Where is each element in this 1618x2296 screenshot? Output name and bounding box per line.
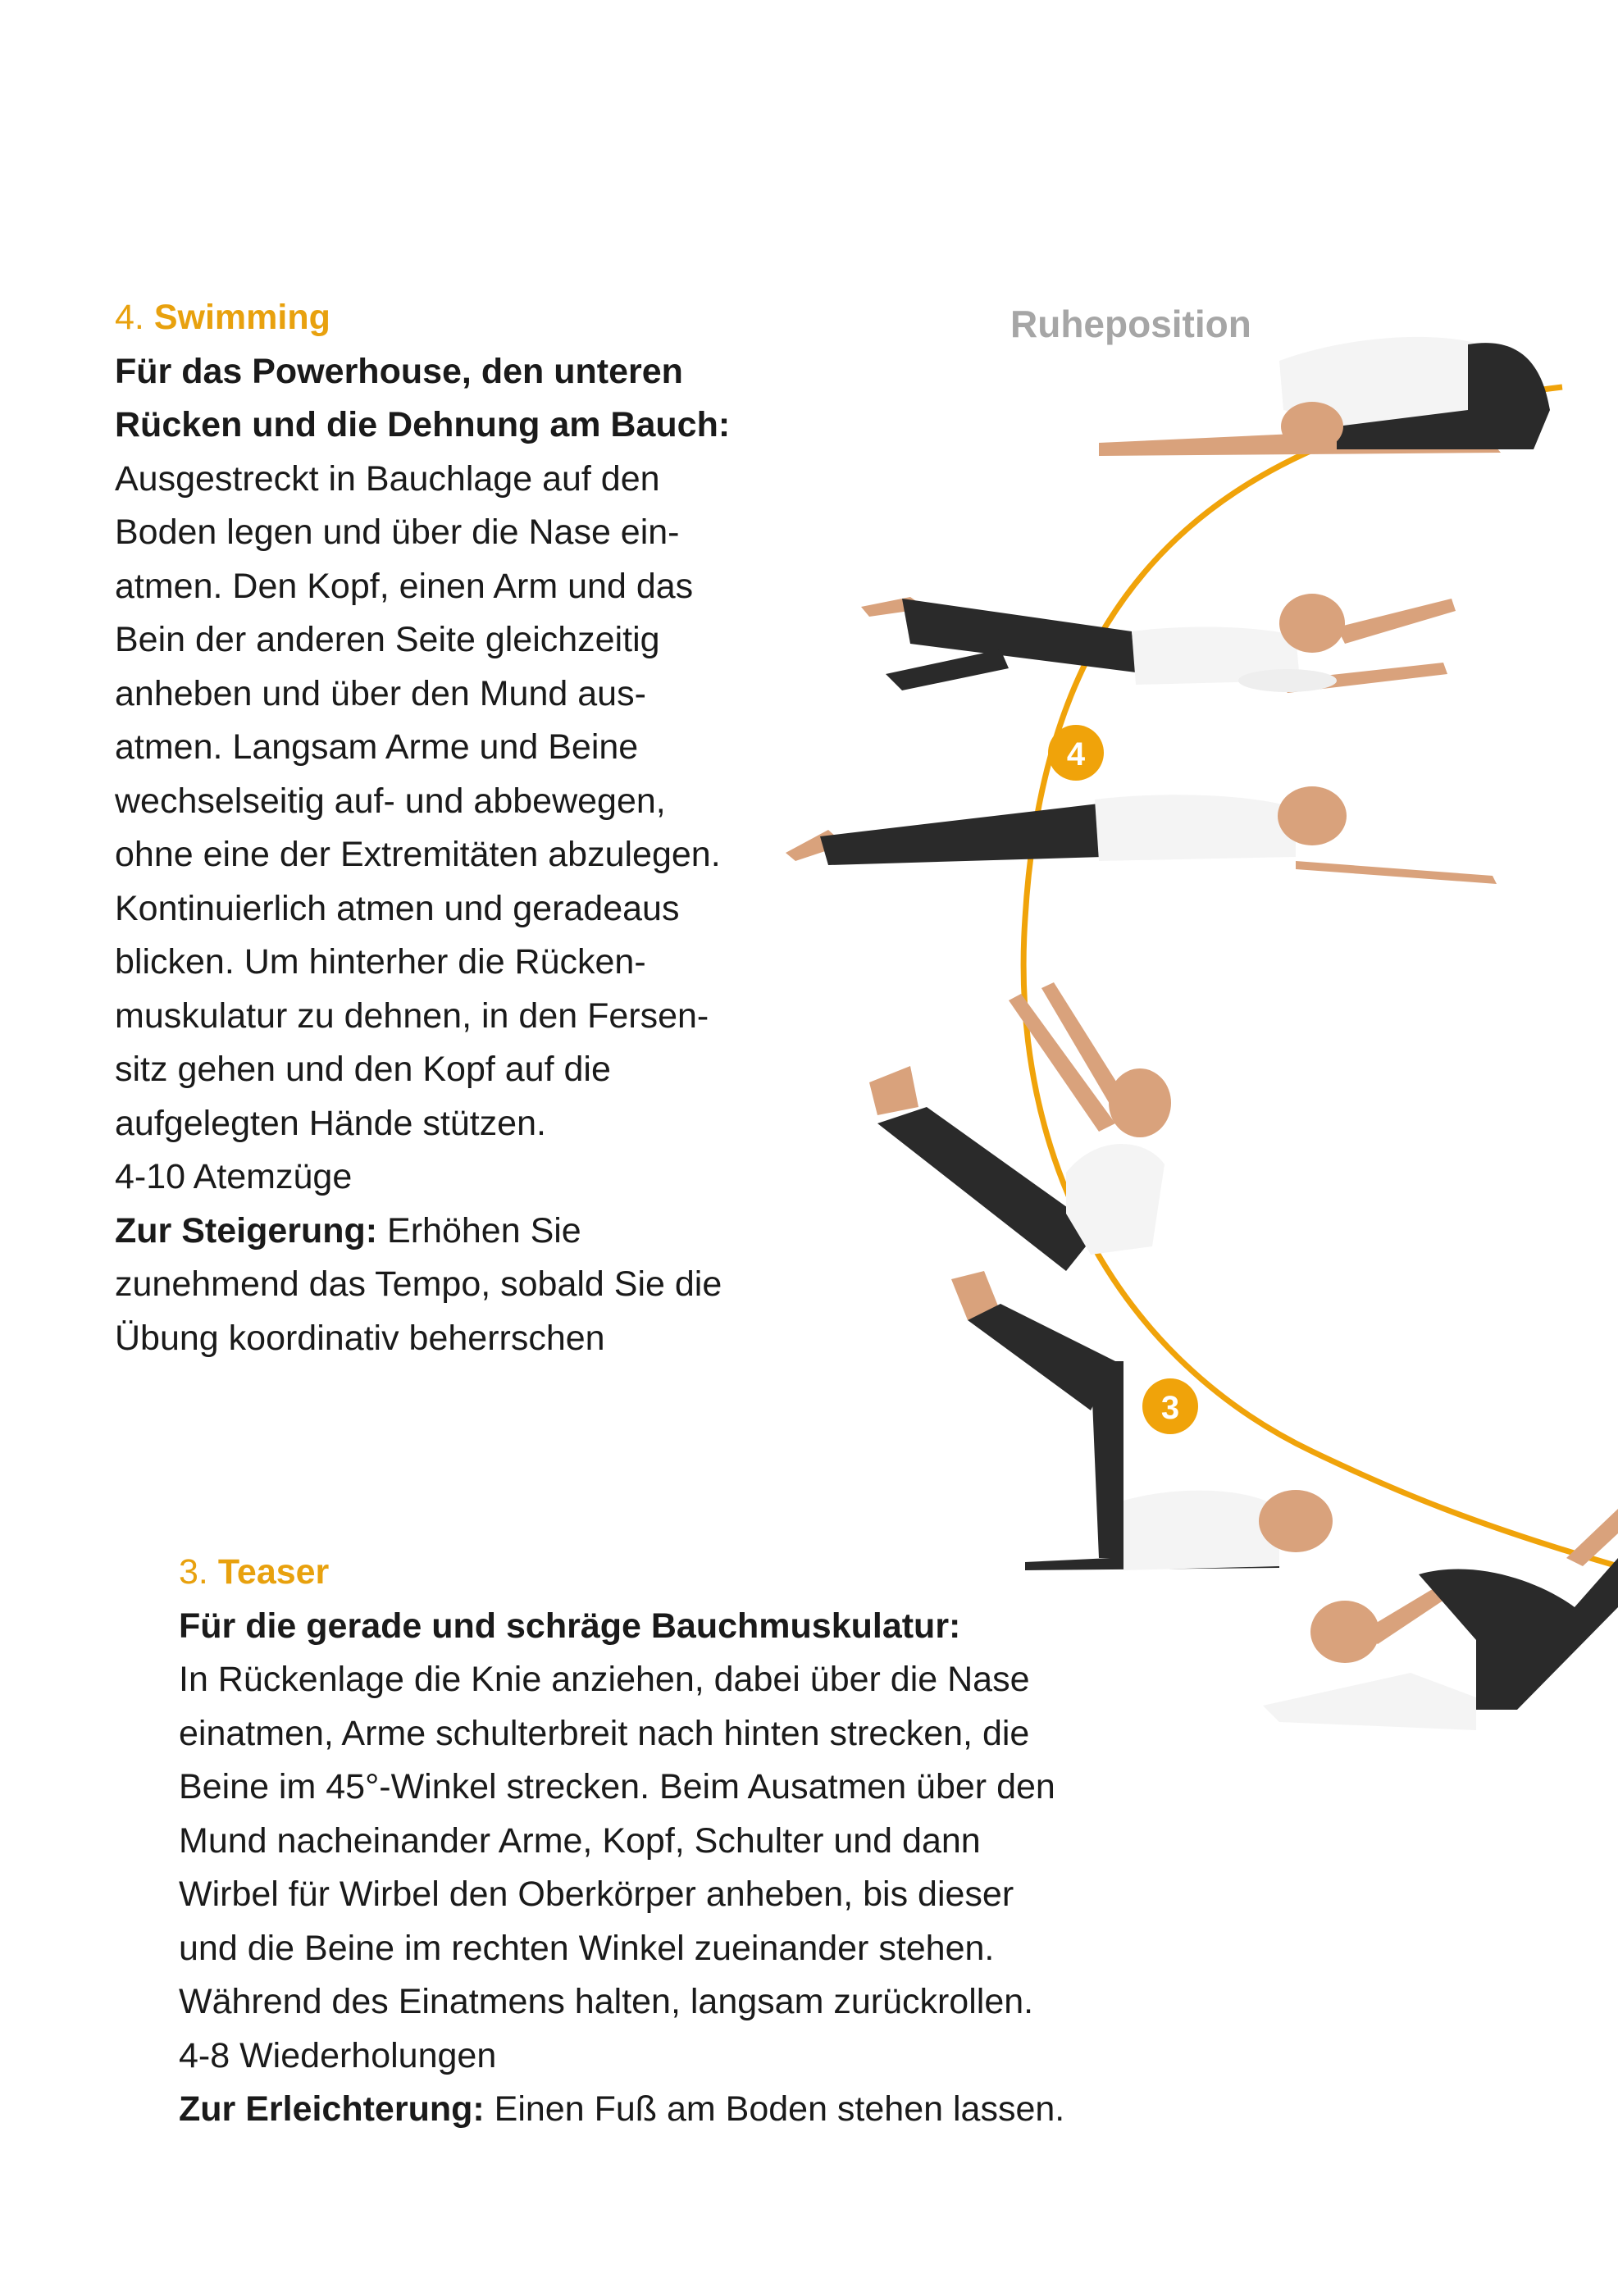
teaser-body-line: Beine im 45°-Winkel strecken. Beim Ausatmen über den (179, 1767, 1055, 1806)
swimming-body-line: Bein der anderen Seite gleichzeitig (115, 620, 660, 659)
swimming-body-line: aufgelegten Hände stützen. (115, 1103, 546, 1143)
teaser-number: 3. (179, 1552, 208, 1592)
teaser-body-line: In Rückenlage die Knie anziehen, dabei über die Nase (179, 1660, 1030, 1699)
swimming-flat-figure (786, 786, 1497, 884)
teaser-up-figure (869, 982, 1171, 1271)
swimming-body-line: Boden legen und über die Nase ein- (115, 512, 680, 552)
step-badge-4 (1048, 725, 1104, 781)
teaser-title: Teaser (217, 1552, 330, 1592)
swimming-number: 4. (115, 298, 144, 337)
swimming-tip-line: zunehmend das Tempo, sobald Sie die (115, 1264, 722, 1304)
rest-pose-figure (1099, 337, 1550, 456)
swimming-body-line: muskulatur zu dehnen, in den Fersen- (115, 995, 709, 1036)
svg-text:3: 3 (1160, 1390, 1180, 1426)
teaser-body-line: Mund nacheinander Arme, Kopf, Schulter und dann (179, 1820, 981, 1861)
swimming-repetitions: 4-10 Atemzüge (115, 1157, 353, 1196)
swimming-body-line: Ausgestreckt in Bauchlage auf den (115, 458, 660, 499)
swimming-body-line: sitz gehen und den Kopf auf die (115, 1050, 611, 1089)
svg-text:4: 4 (1066, 736, 1086, 772)
swimming-section (115, 291, 853, 1365)
teaser-body-line: einatmen, Arme schulterbreit nach hinten strecken, die (179, 1713, 1030, 1753)
teaser-tip-text: Einen Fuß am Boden stehen lassen. (484, 2089, 1065, 2129)
swimming-title: Swimming (153, 298, 330, 337)
swimming-raised-figure (861, 594, 1456, 693)
swimming-body-line: atmen. Langsam Arme und Beine (115, 727, 639, 767)
swimming-body-line: Kontinuierlich atmen und geradeaus (115, 888, 680, 928)
swimming-body-line: ohne eine der Extremitäten abzulegen. (115, 835, 721, 874)
swimming-subtitle-line: Für das Powerhouse, den unteren (115, 351, 683, 391)
teaser-tip (179, 2083, 1163, 2137)
swimming-body-line: anheben und über den Mund aus- (115, 673, 646, 713)
swimming-body-line: blicken. Um hinterher die Rücken- (115, 942, 646, 982)
swimming-body-line: atmen. Den Kopf, einen Arm und das (115, 566, 694, 606)
swimming-body-line: wechselseitig auf- und abbewegen, (115, 781, 666, 821)
swimming-tip (115, 1205, 853, 1259)
teaser-section (179, 1546, 1163, 2137)
teaser-body-line: Wirbel für Wirbel den Oberkörper anheben, bis dieser (179, 1875, 1014, 1914)
swimming-tip-text: Erhöhen Sie (377, 1210, 581, 1250)
teaser-heading (179, 1546, 1163, 1600)
step-badge-3 (1142, 1378, 1198, 1434)
swimming-tip-line: Übung koordinativ beherrschen (115, 1318, 605, 1358)
swimming-tip-label: Zur Steigerung: (115, 1210, 378, 1250)
swimming-heading (115, 291, 853, 345)
teaser-repetitions: 4-8 Wiederholungen (179, 2035, 497, 2075)
teaser-subtitle: Für die gerade und schräge Bauchmuskulatur: (179, 1606, 961, 1646)
teaser-body-line: und die Beine im rechten Winkel zueinander stehen. (179, 1928, 995, 1968)
teaser-body-line: Während des Einatmens halten, langsam zurückrollen. (179, 1982, 1034, 2021)
swimming-subtitle-line: Rücken und die Dehnung am Bauch: (115, 405, 731, 444)
teaser-tip-label: Zur Erleichterung: (179, 2089, 485, 2129)
rest-position-label: Ruheposition (1010, 303, 1251, 345)
